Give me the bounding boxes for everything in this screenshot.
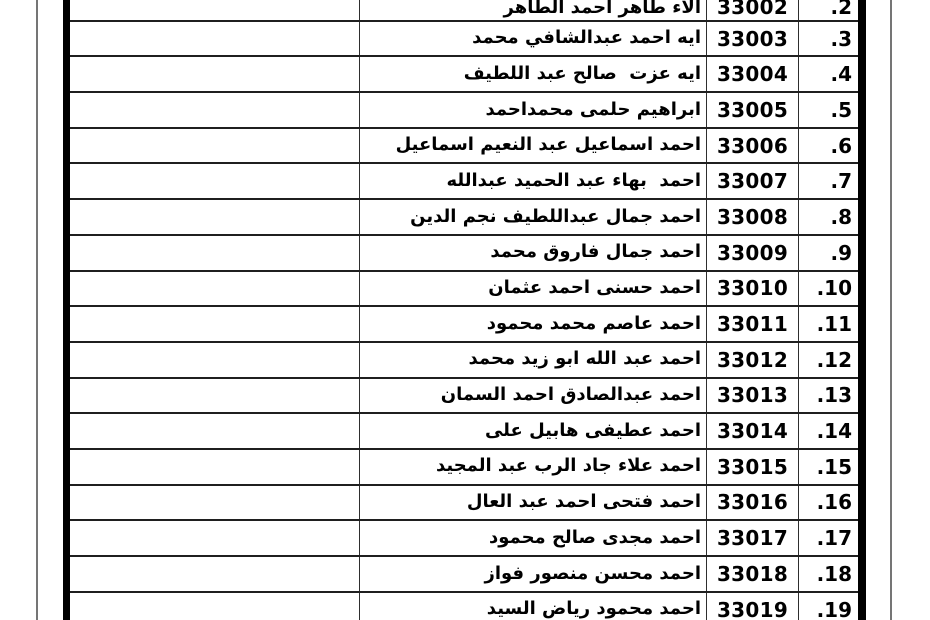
notes-cell: [70, 164, 360, 198]
notes-cell: [70, 129, 360, 163]
notes-cell: [70, 521, 360, 555]
student-name: احمد جمال فاروق محمد: [360, 236, 707, 270]
notes-cell: [70, 307, 360, 341]
student-name: احمد علاء جاد الرب عبد المجيد: [360, 450, 707, 484]
student-name: احمد فتحى احمد عبد العال: [360, 486, 707, 520]
row-index: .15: [816, 454, 852, 479]
table-row: [70, 307, 858, 343]
student-id: 33009: [707, 236, 799, 270]
notes-cell: [70, 236, 360, 270]
student-name: ايه عزت صالح عبد اللطيف: [360, 57, 707, 91]
row-index: .10: [816, 276, 852, 301]
student-roster-table: [63, 0, 866, 620]
notes-cell: [70, 22, 360, 56]
notes-cell: [70, 200, 360, 234]
page-border-right-line: [890, 0, 892, 620]
table-row: [70, 200, 858, 236]
notes-cell: [70, 593, 360, 620]
student-id: 33005: [707, 93, 799, 127]
row-index: .7: [830, 169, 852, 194]
student-name: احمد محمود رياض السيد: [360, 593, 707, 620]
student-id: 33019: [707, 593, 799, 620]
student-name: احمد اسماعيل عبد النعيم اسماعيل: [360, 129, 707, 163]
student-id: 33008: [707, 200, 799, 234]
table-row: [70, 379, 858, 415]
student-name: احمد حسنى احمد عثمان: [360, 272, 707, 306]
table-row: [70, 22, 858, 58]
row-index: .6: [830, 133, 852, 158]
notes-cell: [70, 557, 360, 591]
student-name: ابراهيم حلمى محمداحمد: [360, 93, 707, 127]
row-index: .14: [816, 419, 852, 444]
student-id: 33015: [707, 450, 799, 484]
student-id: 33002: [707, 0, 799, 20]
notes-cell: [70, 450, 360, 484]
student-id: 33012: [707, 343, 799, 377]
notes-cell: [70, 486, 360, 520]
row-index: .17: [816, 526, 852, 551]
row-index: .13: [816, 383, 852, 408]
student-name: احمد بهاء عبد الحميد عبدالله: [360, 164, 707, 198]
table-row: [70, 129, 858, 165]
student-name: الاء طاهر احمد الطاهر: [360, 0, 707, 20]
student-id: 33010: [707, 272, 799, 306]
table-row: [70, 593, 858, 620]
student-name: احمد مجدى صالح محمود: [360, 521, 707, 555]
row-index: .12: [816, 347, 852, 372]
student-name: احمد محسن منصور فواز: [360, 557, 707, 591]
student-id: 33016: [707, 486, 799, 520]
student-id: 33018: [707, 557, 799, 591]
student-id: 33007: [707, 164, 799, 198]
row-index: .11: [816, 312, 852, 337]
student-id: 33013: [707, 379, 799, 413]
row-index: .9: [830, 240, 852, 265]
row-index: .3: [830, 26, 852, 51]
row-index: .8: [830, 204, 852, 229]
table-row: [70, 414, 858, 450]
table-row: [70, 450, 858, 486]
row-index: .19: [816, 597, 852, 620]
student-name: احمد جمال عبداللطيف نجم الدين: [360, 200, 707, 234]
student-id: 33004: [707, 57, 799, 91]
page-border-left-line: [36, 0, 38, 620]
table-row: [70, 557, 858, 593]
student-name: ايه احمد عبدالشافي محمد: [360, 22, 707, 56]
student-id: 33017: [707, 521, 799, 555]
row-index: .5: [830, 97, 852, 122]
table-row: [70, 343, 858, 379]
notes-cell: [70, 0, 360, 20]
student-id: 33003: [707, 22, 799, 56]
student-id: 33014: [707, 414, 799, 448]
row-index: .18: [816, 561, 852, 586]
student-name: احمد عطيفى هابيل على: [360, 414, 707, 448]
student-name: احمد عاصم محمد محمود: [360, 307, 707, 341]
student-id: 33011: [707, 307, 799, 341]
table-row: [70, 93, 858, 129]
table-row: [70, 272, 858, 308]
row-index: .16: [816, 490, 852, 515]
table-row: [70, 164, 858, 200]
student-name: احمد عبد الله ابو زيد محمد: [360, 343, 707, 377]
student-name: احمد عبدالصادق احمد السمان: [360, 379, 707, 413]
table-row: [70, 236, 858, 272]
table-row: [70, 57, 858, 93]
table-row: [70, 486, 858, 522]
table-row: [70, 521, 858, 557]
notes-cell: [70, 57, 360, 91]
notes-cell: [70, 93, 360, 127]
row-index: .4: [830, 62, 852, 87]
notes-cell: [70, 379, 360, 413]
table-row: [70, 0, 858, 22]
notes-cell: [70, 272, 360, 306]
student-id: 33006: [707, 129, 799, 163]
row-index: .2: [830, 0, 852, 19]
notes-cell: [70, 414, 360, 448]
notes-cell: [70, 343, 360, 377]
